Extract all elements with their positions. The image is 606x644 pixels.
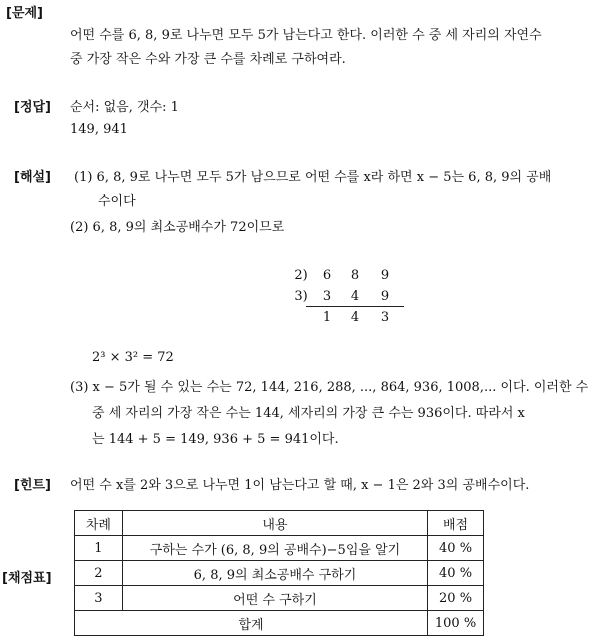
rubric-content: 어떤 수 구하기 xyxy=(122,586,427,611)
ladder-cell: 8 xyxy=(350,268,360,283)
rubric-order: 1 xyxy=(75,536,123,561)
solution-step3-line3: 는 144 + 5 = 149, 936 + 5 = 941이다. xyxy=(92,432,339,447)
problem-text-line2: 중 가장 작은 수와 가장 큰 수를 차례로 구하여라. xyxy=(70,52,346,67)
table-row xyxy=(75,586,484,611)
rubric-content: 구하는 수가 (6, 8, 9의 공배수)−5임을 알기 xyxy=(122,536,427,561)
ladder-cell: 9 xyxy=(380,268,390,283)
ladder-cell: 4 xyxy=(350,289,360,304)
answer-values: 149, 941 xyxy=(70,122,128,137)
rubric-points: 40 % xyxy=(428,561,484,586)
rubric-header-order: 차례 xyxy=(75,511,123,536)
hint-text: 어떤 수 x를 2와 3으로 나누면 1이 남는다고 할 때, x − 1은 2와 3의 공배수이다. xyxy=(70,478,530,493)
answer-label: [정답] xyxy=(14,100,51,115)
lcm-product: 2³ × 3² = 72 xyxy=(92,350,174,365)
rubric-header-content: 내용 xyxy=(122,511,427,536)
ladder-divisor-2: 3) xyxy=(294,289,308,304)
solution-step3-line2: 중 세 자리의 가장 작은 수는 144, 세자리의 가장 큰 수는 936이다. 따라서 x xyxy=(92,406,525,421)
rubric-header-points: 배점 xyxy=(428,511,484,536)
rubric-order: 3 xyxy=(75,586,123,611)
rubric-table xyxy=(74,510,484,636)
rubric-total-value: 100 % xyxy=(428,611,484,636)
rubric-points: 40 % xyxy=(428,536,484,561)
hint-label: [힌트] xyxy=(14,478,51,493)
answer-meta: 순서: 없음, 갯수: 1 xyxy=(70,100,179,115)
ladder-cell: 9 xyxy=(380,289,390,304)
ladder-quotient: 1 xyxy=(322,310,332,325)
table-row xyxy=(75,561,484,586)
rubric-content: 6, 8, 9의 최소공배수 구하기 xyxy=(122,561,427,586)
solution-label: [해설] xyxy=(14,170,51,185)
solution-step3-line1: (3) x − 5가 될 수 있는 수는 72, 144, 216, 288, ..., 864, 936, 1008,... 이다. 이러한 수 xyxy=(70,380,589,395)
ladder-quotient: 3 xyxy=(380,310,390,325)
rubric-points: 20 % xyxy=(428,586,484,611)
solution-step1-line2: 수이다 xyxy=(98,194,136,209)
rubric-total-row xyxy=(75,611,484,636)
ladder-divisor-1: 2) xyxy=(294,268,308,283)
solution-step1-line1: (1) 6, 8, 9로 나누면 모두 5가 남으므로 어떤 수를 x라 하면 x − 5는 6, 8, 9의 공배 xyxy=(74,170,552,185)
ladder-underline xyxy=(306,306,404,307)
problem-label: [문제] xyxy=(6,6,43,21)
rubric-header-row xyxy=(75,511,484,536)
rubric-total-label: 합계 xyxy=(75,611,428,636)
problem-text-line1: 어떤 수를 6, 8, 9로 나누면 모두 5가 남는다고 한다. 이러한 수 중 세 자리의 자연수 xyxy=(70,28,542,43)
solution-step2: (2) 6, 8, 9의 최소공배수가 72이므로 xyxy=(70,220,285,235)
rubric-label: [채점표] xyxy=(2,571,52,586)
table-row xyxy=(75,536,484,561)
rubric-order: 2 xyxy=(75,561,123,586)
ladder-cell: 3 xyxy=(322,289,332,304)
ladder-quotient: 4 xyxy=(350,310,360,325)
ladder-cell: 6 xyxy=(322,268,332,283)
